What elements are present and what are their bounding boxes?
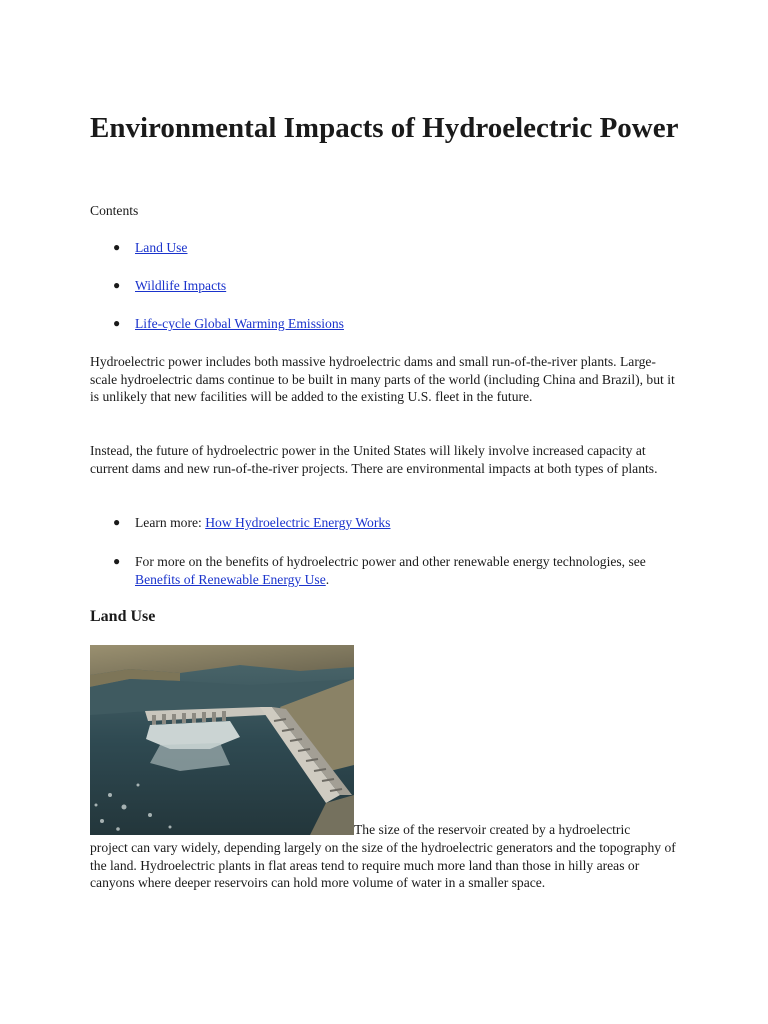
toc-item [135, 315, 655, 333]
toc-link-wildlife-impacts[interactable]: Wildlife Impacts [135, 278, 227, 293]
benefits-suffix: . [325, 571, 330, 587]
bullet: ● [113, 316, 121, 330]
bullet: ● [113, 240, 121, 254]
dam-photo [90, 645, 354, 835]
toc-item [135, 277, 655, 295]
learn-more-prefix: Learn more: [135, 515, 206, 530]
bullet: ● [113, 515, 121, 529]
contents-label: Contents [90, 203, 139, 218]
learn-more-item [135, 514, 655, 532]
toc-item [135, 239, 655, 257]
section-heading-land-use: Land Use [90, 608, 156, 625]
land-use-paragraph-start: The size of the reservoir created by a hydroelectric [354, 822, 631, 837]
benefits-renewable-link[interactable]: Benefits of Renewable Energy Use [135, 571, 326, 587]
land-use-paragraph-rest: project can vary widely, depending largely on the size of the hydroelectric generators and the topography of the land. Hydroelectric plants in flat areas tend to require much more land than those in hilly areas or canyons where deeper reservoirs can hold more volume of water in a smaller space. [90, 840, 676, 890]
bullet: ● [113, 554, 121, 568]
how-hydroelectric-works-link[interactable]: How Hydroelectric Energy Works [205, 515, 391, 530]
benefits-item [135, 553, 655, 588]
toc-link-life-cycle-emissions[interactable]: Life-cycle Global Warming Emissions [135, 316, 344, 331]
benefits-prefix: For more on the benefits of hydroelectric power and other renewable energy technologies, see [135, 554, 646, 569]
intro-paragraph-2: Instead, the future of hydroelectric power in the United States will likely involve increased capacity at current dams and new run-of-the-river projects. There are environmental impacts at both types of plants. [90, 443, 658, 476]
intro-paragraph-1: Hydroelectric power includes both massive hydroelectric dams and small run-of-the-river plants. Large-scale hydroelectric dams continue to be built in many parts of the world (including China and Brazil), but it is unlikely that new facilities will be added to the existing U.S. fleet in the future. [90, 354, 675, 404]
page-title: Environmental Impacts of Hydroelectric Power [90, 112, 679, 144]
toc-link-land-use[interactable]: Land Use [135, 240, 188, 255]
bullet: ● [113, 278, 121, 292]
